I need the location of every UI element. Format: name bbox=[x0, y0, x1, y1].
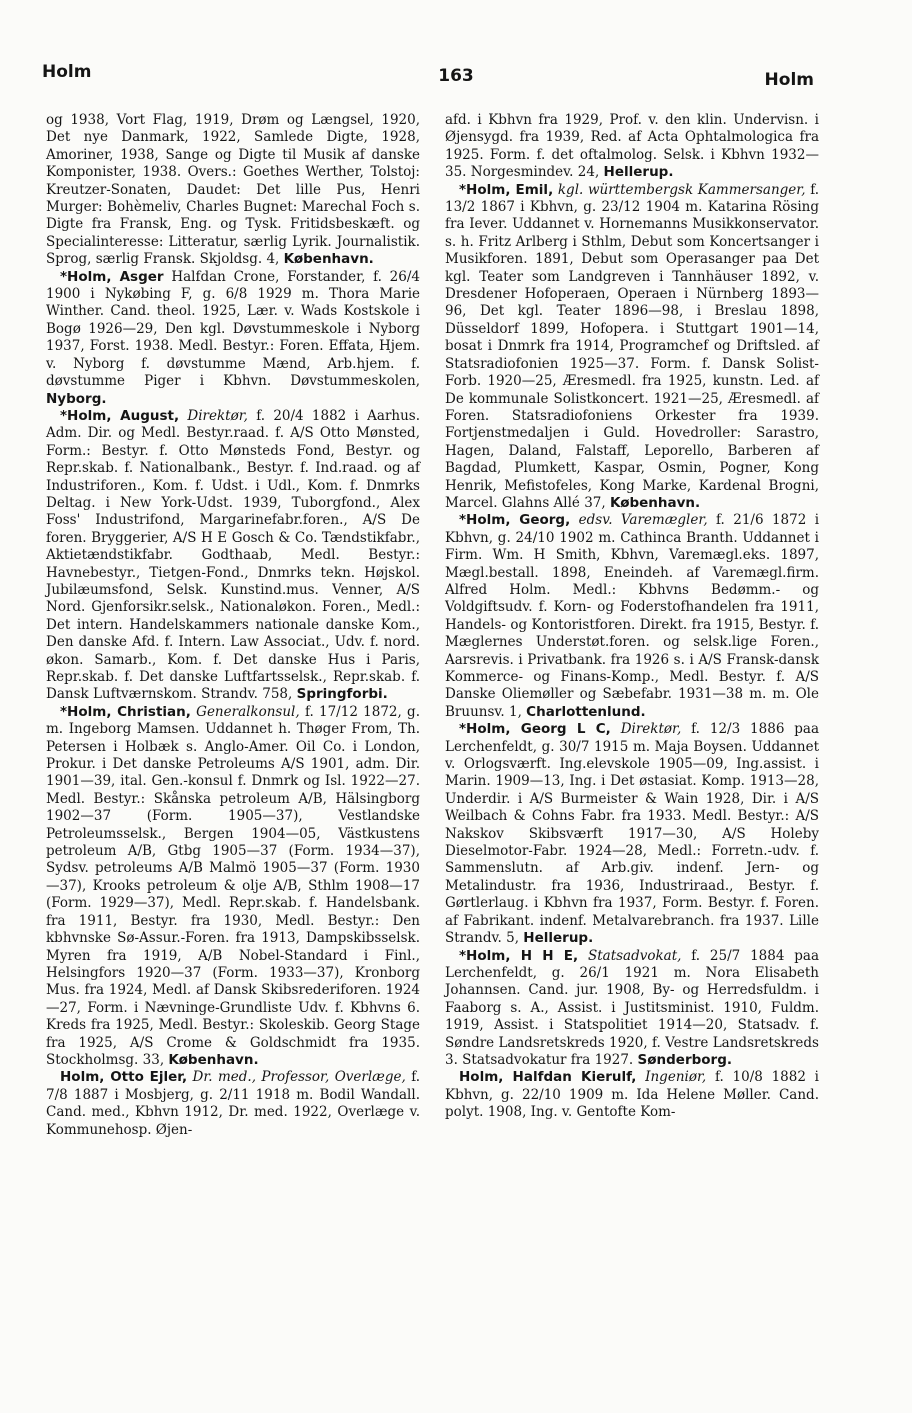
entry-body: afd. i Kbhvn fra 1929, Prof. v. den klin. Undervisn. i Øjensygd. fra 1939, Red. af Acta Ophtalmologica fra 1925. Form. f. det oftalmolog. Selsk. i Kbhvn 1932—35. Norgesmindev. 24, bbox=[445, 112, 819, 181]
entry bbox=[445, 1069, 819, 1121]
entry-title: Statsadvokat, bbox=[587, 947, 682, 964]
entry bbox=[445, 112, 819, 182]
entry bbox=[46, 408, 420, 704]
running-head-right: Holm bbox=[764, 70, 814, 90]
entry bbox=[46, 704, 420, 1070]
entry-address: København. bbox=[168, 1051, 259, 1068]
entry-name: Holm, Halfdan Kierulf, bbox=[459, 1069, 637, 1086]
entry-name: *Holm, Christian, bbox=[60, 703, 191, 720]
entry-body: Halfdan Crone, Forstander, f. 26/4 1900 i Nykøbing F, g. 6/8 1929 m. Thora Marie Winther. Cand. theol. 1925, Lær. v. Wads Kostskole i Bogø 1926—29, Den kgl. Døvstummeskole i Nyborg 1937, Forst. 1938. Medl. Bestyr.: Foren. Effata, Hjem. v. Nyborg f. døvstumme Mænd, Arb.hjem. f. døvstumme Piger i Kbhvn. Døvstummeskolen, bbox=[46, 268, 420, 390]
entry-name: *Holm, Emil, bbox=[459, 181, 554, 198]
entry-body: f. 10/8 1882 i Kbhvn, g. 22/10 1909 m. Ida Helene Møller. Cand. polyt. 1908, Ing. v. Gentofte Kom- bbox=[445, 1069, 819, 1121]
page-number: 163 bbox=[438, 66, 474, 86]
entry-name: Holm, Otto Ejler, bbox=[60, 1069, 188, 1086]
entry-body: f. 21/6 1872 i Kbhvn, g. 24/10 1902 m. Cathinca Branth. Uddannet i Firm. Wm. H Smith, Kbhvn, Varemægl.eks. 1897, Mægl.bestall. 1898, Eneindeh. af Varemægl.firm. Alfred Holm. Medl.: Kbhvns Bedømm.- og Voldgiftsudv. f. Korn- og Foderstofhandelen fra 1911, Handels- og Kontoristforen. Direkt. fra 1915, Bestyr. f. Mæglernes Understøt.foren. og selsk.lige Foren., Aarsrevis. i Privatbank. fra 1926 s. i A/S Fransk-dansk Kommerce- og Finans-Komp., Medl. Bestyr. f. A/S Danske Oliemøller og Sæbefabr. 1931—38 m. m. Ole Bruunsv. 1, bbox=[445, 512, 820, 720]
entry-address: Hellerup. bbox=[603, 164, 674, 181]
entry bbox=[445, 721, 819, 947]
entry-title: kgl. württembergsk Kammersanger, bbox=[557, 181, 806, 198]
entry bbox=[445, 948, 819, 1070]
entry-name: *Holm, Georg L C, bbox=[459, 721, 611, 738]
entry-body: og 1938, Vort Flag, 1919, Drøm og Længsel, 1920, Det nye Danmark, 1922, Samlede Digte, 1928, Amoriner, 1938, Sange og Digte til Musik af danske Komponister, 1938. Overs.: Goethes Werther, Tolstoj: Kreutzer-Sonaten, Daudet: Det lille Pus, Henri Murger: Bohèmeliv, Charles Bugnet: Marechal Foch s. Digte fra Fransk, Eng. og Tysk. Fritidsbeskæft. og Specialinteresse: Litteratur, særlig Lyrik. Journalistik. Sprog, særlig Fransk. Skjoldsg. 4, bbox=[46, 112, 420, 268]
running-head-left: Holm bbox=[42, 62, 92, 82]
right-column bbox=[445, 112, 819, 1122]
entry bbox=[445, 512, 819, 721]
entry-name: *Holm, Georg, bbox=[459, 512, 571, 529]
entry-title: edsv. Varemægler, bbox=[578, 512, 708, 529]
entry-address: Charlottenlund. bbox=[526, 703, 646, 720]
entry-name: *Holm, August, bbox=[60, 407, 180, 424]
entry-address: Springforbi. bbox=[296, 686, 388, 703]
entry-address: København. bbox=[283, 251, 374, 268]
entry-body: f. 17/12 1872, g. m. Ingeborg Mamsen. Uddannet h. Thøger From, Th. Petersen i Holbæk s. Anglo-Amer. Oil Co. i London, Prokur. i Det danske Petroleums A/S 1901, adm. Dir. 1901—39, ital. Gen.-konsul f. Dnmrk og Isl. 1922—27. Medl. Bestyr.: Skånska petroleum A/B, Hälsingborg 1902—37 (Form. 1905—37), Vestlandske Petroleumsselsk., Bergen 1904—05, Västkustens petroleum A/B, Gtbg 1905—37 (Form. 1934—37), Sydsv. petroleums A/B Malmö 1905—37 (Form. 1930—37), Krooks petroleum & olje A/B, Sthlm 1908—17 (Form. 1929—37), Medl. Repr.skab. f. Handelsbank. fra 1911, Bestyr. fra 1930, Medl. Bestyr.: Den kbhvnske Sø-Assur.-Foren. fra 1913, Dampskibsselsk. Myren fra 1919, A/B Nobel-Standard i Finl., Helsingfors 1920—37 (Form. 1933—37), Kronborg Mus. fra 1924, Medl. af Dansk Skibsrederiforen. 1924—27, Form. i Nævninge-Grundliste Udv. f. Kbhvns 6. Kreds fra 1925, Medl. Bestyr.: Skoleskib. Georg Stage fra 1925, A/S Crome & Goldschmidt fra 1935. Stockholmsg. 33, bbox=[46, 703, 420, 1068]
page-header bbox=[0, 58, 912, 98]
entry-body: f. 12/3 1886 paa Lerchenfeldt, g. 30/7 1915 m. Maja Boysen. Uddannet v. Orlogsværft. Ing.elevskole 1905—09, Ing.assist. i Marin. 1909—13, Ing. i Det østasiat. Komp. 1913—28, Underdir. i A/S Burmeister & Wain 1928, Dir. i A/S Weilbach & Cohns Fabr. fra 1933. Medl. Bestyr.: A/S Nakskov Skibsværft 1917—30, A/S Holeby Dieselmotor-Fabr. 1924—28, Medl.: Forretn.-udv. f. Sammenslutn. af Arb.giv. indenf. Jern- og Metalindustr. fra 1936, Industriraad., Bestyr. f. Gørtlerlaug. i Kbhvn fra 1937, Form. Bestyr. f. Foren. af Fabrikant. indenf. Metalvarebranch. fra 1937. Lille Strandv. 5, bbox=[445, 721, 820, 947]
entry-title: Ingeniør, bbox=[645, 1069, 707, 1086]
entry-body: f. 20/4 1882 i Aarhus. Adm. Dir. og Medl. Bestyr.raad. f. A/S Otto Mønsted, Form.: Bestyr. f. Otto Mønsteds Fond, Bestyr. og Repr.skab. f. Nationalbank., Bestyr. f. Ind.raad. og af Industriforen., Kom. f. Udst. i Udl., Kom. f. Dnmrks Deltag. i New York-Udst. 1939, Tuborgfond., Alex Foss' Industrifond, Margarinefabr.foren., A/S De foren. Bryggerier, A/S H E Gosch & Co. Tændstikfabr., Aktietændstikfabr. Godthaab, Medl. Bestyr.: Havnebestyr., Tietgen-Fond., Dnmrks tekn. Højskol. Jubilæumsfond, Selsk. Kunstind.mus. Venner, A/S Nord. Gjenforsikr.selsk., Nationaløkon. Foren., Medl.: Det intern. Handelskammers nationale danske Kom., Den danske Afd. f. Intern. Law Associat., Udv. f. nord. økon. Samarb., Kom. f. Det danske Hus i Paris, Repr.skab. f. Det danske Luftfartsselsk., Repr.skab. f. Dansk Luftværnskom. Strandv. 758, bbox=[46, 407, 420, 703]
entry-title: Generalkonsul, bbox=[196, 703, 300, 720]
entry-title: Dr. med., Professor, Overlæge, bbox=[192, 1069, 406, 1086]
entry bbox=[46, 269, 420, 408]
entry-body: f. 25/7 1884 paa Lerchenfeldt, g. 26/1 1921 m. Nora Elisabeth Johannsen. Cand. jur. 1908, By- og Herredsfuldm. i Faaborg s. A., Assist. i Justitsminist. 1910, Fuldm. 1919, Assist. i Statspolitiet 1914—20, Statsadv. f. Søndre Landsretskreds 1920, f. Vestre Landsretskreds 3. Statsadvokatur fra 1927. bbox=[445, 947, 820, 1068]
entry-address: København. bbox=[609, 494, 701, 511]
entry-body: f. 13/2 1867 i Kbhvn, g. 23/12 1904 m. Katarina Rösing fra Iever. Uddannet v. Hornemanns Musikkonservator. s. h. Fritz Arlberg i Sthlm, Debut som Koncertsanger i Musikforen. 1891, Debut som Operasanger paa Det kgl. Teater som Landgreven i Tannhäuser 1892, v. Dresdener Hofoperaen, Operaen i Nürnberg 1893—96, Det kgl. Teater 1896—98, i Breslau 1898, Düsseldorf 1899, Hofopera. i Stuttgart 1901—14, bosat i Dnmrk fra 1914, Programchef og Driftsled. af Statsradiofonien 1925—37. Form. f. Dansk Solist-Forb. 1920—25, Æresmedl. fra 1925, kunstn. Led. af De kommunale Solistkoncert. 1921—25, Æresmedl. af Foren. Statsradiofoniens Orkester fra 1939. Fortjenstmedaljen i Guld. Hovedroller: Sarastro, Hagen, Daland, Falstaff, Leporello, Barberen af Bagdad, Plumkett, Kaspar, Osmin, Pogner, Kong Henrik, Mefistofeles, Kong Marke, Kardenal Brogni, Marcel. Glahns Allé 37, bbox=[445, 181, 820, 511]
entry-address: Hellerup. bbox=[523, 930, 594, 947]
entry bbox=[445, 182, 819, 513]
entry-address: Nyborg. bbox=[46, 390, 107, 407]
left-column bbox=[46, 112, 420, 1139]
entry-name: *Holm, Asger bbox=[60, 268, 164, 285]
entry-address: Sønderborg. bbox=[637, 1051, 733, 1068]
entry bbox=[46, 112, 420, 269]
entry-body: f. 7/8 1887 i Mosbjerg, g. 2/11 1918 m. Bodil Wandall. Cand. med., Kbhvn 1912, Dr. med. 1922, Overlæge v. Kommunehosp. Øjen- bbox=[46, 1069, 420, 1138]
entry-title: Direktør, bbox=[187, 407, 248, 424]
entry bbox=[46, 1069, 420, 1139]
entry-title: Direktør, bbox=[620, 721, 682, 738]
entry-name: *Holm, H H E, bbox=[459, 947, 579, 964]
